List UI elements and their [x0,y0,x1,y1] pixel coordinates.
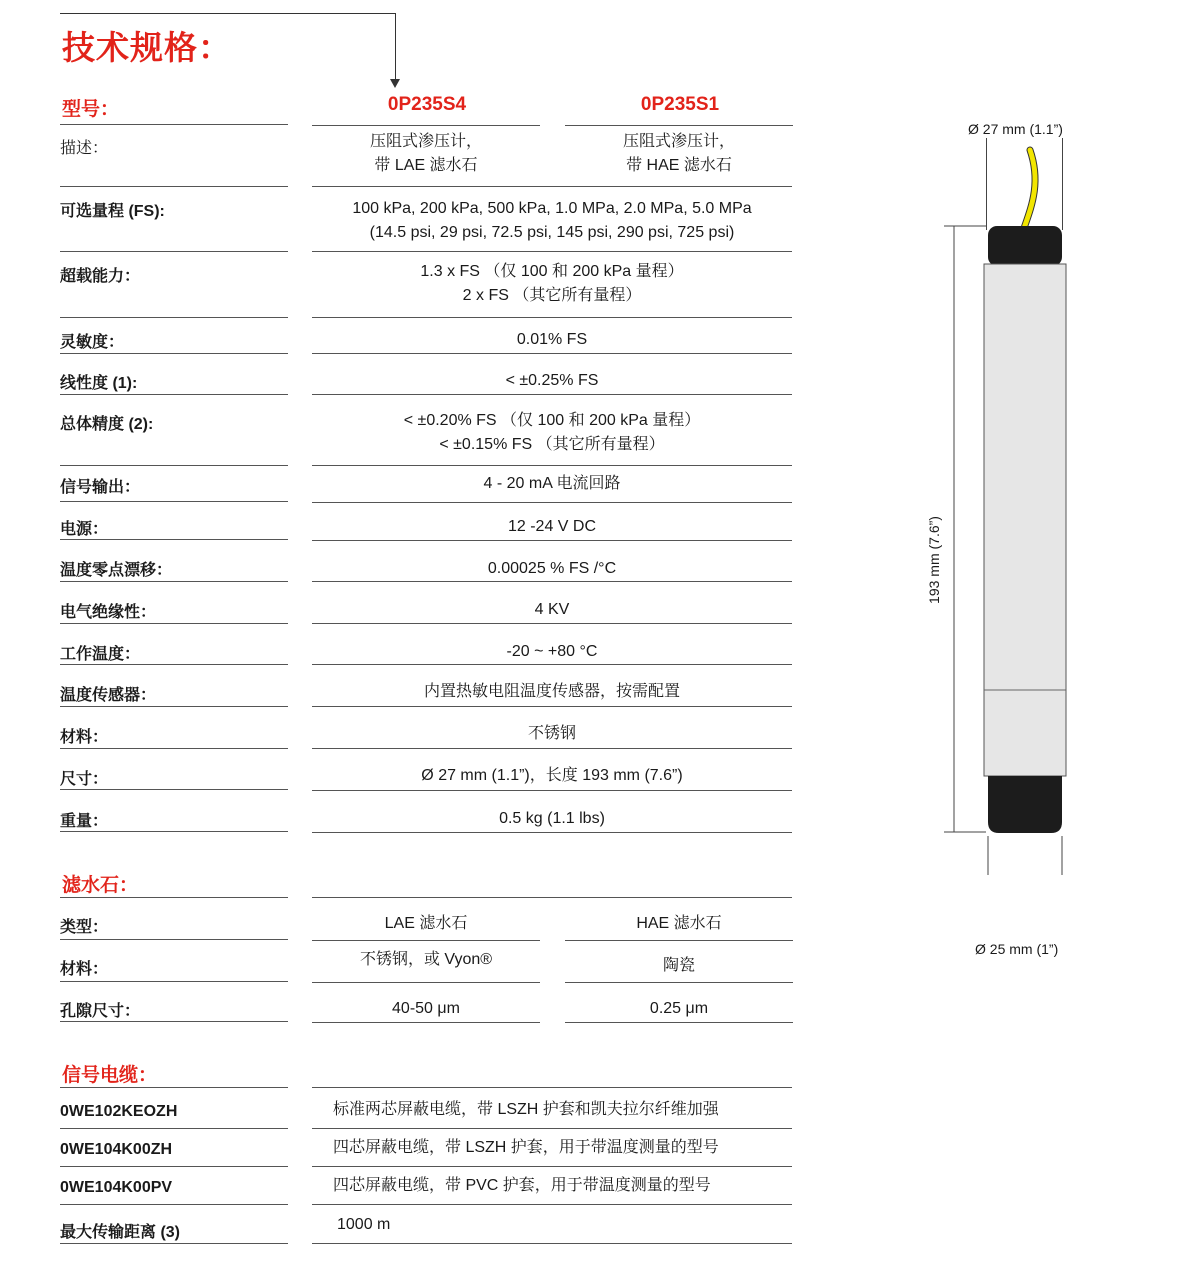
spec-label-overload: 超载能力： [60,268,141,285]
divider [60,465,288,466]
spec-label-range: 可选量程 (FS): [60,203,165,220]
divider [312,940,540,941]
cable-value-0we102keozh: 标准两芯屏蔽电缆，带 LSZH 护套和凯夫拉尔纤维加强 [333,1101,719,1118]
filter-pore-lae: 40-50 μm [392,1000,460,1017]
filter-material-lae: 不锈钢，或 Vyon® [359,951,493,968]
spec-line: 100 kPa, 200 kPa, 500 kPa, 1.0 MPa, 2.0 MPa, 5.0 MPa [352,200,752,217]
divider [60,251,288,252]
divider [60,1204,288,1205]
divider [565,982,793,983]
bottom-diameter-label: Ø 25 mm (1”) [975,941,1059,957]
spec-value-output: 4 - 20 mA 电流回路 [483,475,621,492]
divider [312,832,792,833]
cable-label-0we102keozh: 0WE102KEOZH [60,1103,178,1120]
sensor-body-icon [984,264,1066,776]
filter-type-lae: LAE 滤水石 [384,915,468,932]
divider [60,897,288,898]
length-label: 193 mm (7.6”) [926,516,942,604]
description-col1 [312,130,540,178]
divider [565,940,793,941]
divider [312,1022,540,1023]
divider [312,125,540,126]
spec-label-weight: 重量： [60,813,109,830]
cable-label-0we104k00zh: 0WE104K00ZH [60,1141,173,1158]
section-cable-heading: 信号电缆： [62,1065,158,1086]
divider [60,394,288,395]
spec-value-accuracy [312,409,792,457]
divider [312,897,792,898]
top-cap-icon [988,226,1062,266]
spec-label-dimensions: 尺寸： [60,771,109,788]
divider [312,581,792,582]
divider [312,465,792,466]
spec-label-insulation: 电气绝缘性： [60,604,157,621]
divider [565,1022,793,1023]
divider [565,125,793,126]
cable-value-0we104k00zh: 四芯屏蔽电缆，带 LSZH 护套，用于带温度测量的型号 [333,1139,719,1156]
divider [60,706,288,707]
filter-type-hae: HAE 滤水石 [636,915,722,932]
spec-value-power: 12 -24 V DC [507,518,597,535]
pointer-line [60,13,396,14]
divider [312,1128,792,1129]
section-model-heading: 型号： [62,99,120,120]
spec-line: (14.5 psi, 29 psi, 72.5 psi, 145 psi, 290 psi, 725 psi) [369,224,735,241]
cable-label-0we104k00pv: 0WE104K00PV [60,1179,173,1196]
divider [312,353,792,354]
divider [312,982,540,983]
filter-pore-hae: 0.25 μm [649,1000,709,1017]
spec-line: 1.3 x FS （仅 100 和 200 kPa 量程） [420,263,684,280]
divider [312,706,792,707]
divider [60,623,288,624]
divider [60,501,288,502]
spec-value-linearity: < ±0.25% FS [505,372,599,389]
description-line: 压阻式渗压计， [622,133,735,150]
divider [312,540,792,541]
divider [60,581,288,582]
filter-label-pore-size: 孔隙尺寸： [60,1003,141,1020]
spec-value-dimensions: Ø 27 mm (1.1”)，长度 193 mm (7.6”) [421,767,683,784]
top-diameter-label: Ø 27 mm (1.1”) [968,121,1063,137]
divider [60,981,288,982]
model-0p235s1: 0P235S1 [640,94,720,115]
sensor-drawing [940,140,1100,900]
pointer-arrow-icon [390,79,400,88]
cable-value-0we104k00pv: 四芯屏蔽电缆，带 PVC 护套，用于带温度测量的型号 [333,1177,711,1194]
spec-value-temp-sensor: 内置热敏电阻温度传感器，按需配置 [423,683,680,700]
spec-label-zero-drift: 温度零点漂移： [60,562,173,579]
divider [60,1087,288,1088]
divider [60,831,288,832]
spec-line: < ±0.20% FS （仅 100 和 200 kPa 量程） [403,412,701,429]
spec-label-operating-temp: 工作温度： [60,646,141,663]
spec-line: < ±0.15% FS （其它所有量程） [439,436,665,453]
section-filter-heading: 滤水石： [62,875,139,896]
divider [312,1087,792,1088]
divider [312,317,792,318]
spec-label-material: 材料： [60,729,109,746]
divider [312,1204,792,1205]
spec-label-accuracy: 总体精度 (2): [60,416,154,433]
divider [60,1166,288,1167]
filter-label-material: 材料： [60,961,109,978]
divider [312,748,792,749]
spec-value-range [312,197,792,245]
spec-value-material: 不锈钢 [527,725,576,742]
divider [312,1243,792,1244]
divider [312,623,792,624]
filter-label-type: 类型： [60,919,109,936]
divider [312,790,792,791]
divider [60,748,288,749]
spec-value-sensitivity: 0.01% FS [516,331,588,348]
divider [60,539,288,540]
divider [60,353,288,354]
divider [60,664,288,665]
divider [312,664,792,665]
cable-label-max-distance: 最大传输距离 (3) [60,1224,181,1241]
spec-value-overload [312,260,792,308]
spec-label-output: 信号输出： [60,479,141,496]
description-line: 带 HAE 滤水石 [626,157,732,174]
divider [60,939,288,940]
description-label: 描述： [60,140,109,157]
divider [60,317,288,318]
spec-value-operating-temp: -20 ~ +80 °C [506,643,598,660]
divider [60,789,288,790]
divider [312,1166,792,1167]
divider [60,186,288,187]
spec-value-insulation: 4 KV [534,601,570,618]
spec-label-power: 电源： [60,521,109,538]
page-title: 技术规格： [62,29,232,66]
divider [312,251,792,252]
divider [312,186,792,187]
cable-value-max-distance: 1000 m [337,1216,391,1233]
spec-value-zero-drift: 0.00025 % FS /°C [487,560,617,577]
spec-label-temp-sensor: 温度传感器： [60,687,157,704]
divider [60,1243,288,1244]
spec-line: 2 x FS （其它所有量程） [462,287,642,304]
spec-value-weight: 0.5 kg (1.1 lbs) [499,810,605,827]
divider [312,394,792,395]
pointer-line [395,13,396,80]
spec-label-sensitivity: 灵敏度： [60,334,125,351]
spec-label-linearity: 线性度 (1): [60,375,138,392]
description-line: 压阻式渗压计， [369,133,482,150]
description-line: 带 LAE 滤水石 [374,157,478,174]
cable-icon [1022,150,1035,234]
bottom-cap-icon [988,776,1062,833]
description-col2 [565,130,793,178]
divider [60,1021,288,1022]
filter-material-hae: 陶瓷 [662,957,695,974]
divider [60,1128,288,1129]
divider [60,124,288,125]
model-0p235s4: 0P235S4 [387,94,467,115]
divider [312,502,792,503]
